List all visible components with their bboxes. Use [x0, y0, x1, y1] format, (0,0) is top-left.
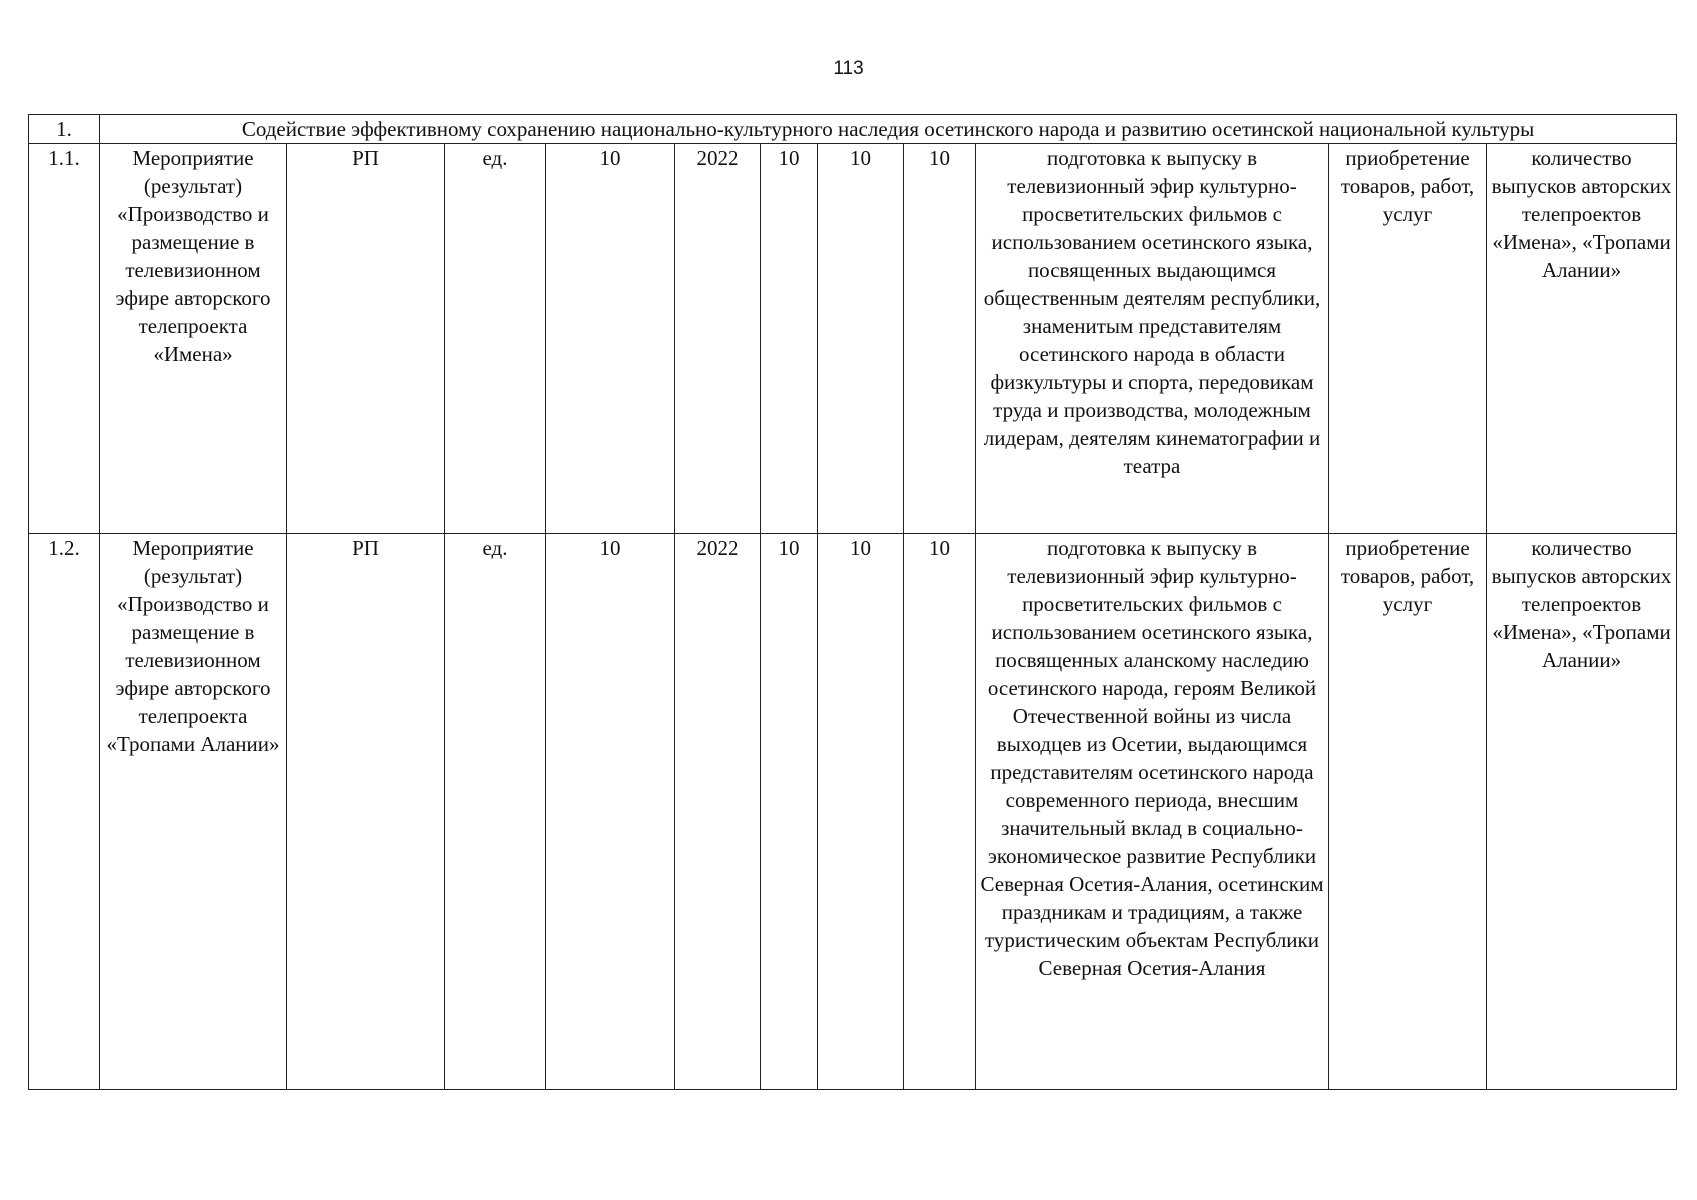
- base-value: 10: [546, 144, 675, 534]
- measure-unit: ед.: [445, 534, 546, 1090]
- base-year: 2022: [675, 144, 761, 534]
- measure-type: РП: [287, 534, 445, 1090]
- page-number: 113: [833, 58, 864, 79]
- measure-kind: приобретение товаров, работ, услуг: [1329, 534, 1487, 1090]
- measure-name: Мероприятие (результат) «Производство и размещение в телевизионном эфире авторского телепроекта «Тропами Алании»: [100, 534, 287, 1090]
- section-row: [29, 115, 1677, 144]
- base-value: 10: [546, 534, 675, 1090]
- row-number: 1.2.: [29, 534, 100, 1090]
- measures-table: [28, 114, 1677, 1090]
- base-year: 2022: [675, 534, 761, 1090]
- measure-indicator: количество выпусков авторских телепроектов «Имена», «Тропами Алании»: [1487, 534, 1677, 1090]
- measure-name: Мероприятие (результат) «Производство и размещение в телевизионном эфире авторского телепроекта «Имена»: [100, 144, 287, 534]
- value-3: 10: [904, 534, 976, 1090]
- section-number: 1.: [29, 115, 100, 144]
- measure-characteristic: подготовка к выпуску в телевизионный эфир культурно-просветительских фильмов с использованием осетинского языка, посвященных выдающимся общественным деятелям республики, знаменитым представителям осетинского народа в области физкультуры и спорта, передовикам труда и производства, молодежным лидерам, деятелям кинематографии и театра: [976, 144, 1329, 534]
- measure-indicator: количество выпусков авторских телепроектов «Имена», «Тропами Алании»: [1487, 144, 1677, 534]
- measure-kind: приобретение товаров, работ, услуг: [1329, 144, 1487, 534]
- row-number: 1.1.: [29, 144, 100, 534]
- measure-characteristic: подготовка к выпуску в телевизионный эфир культурно-просветительских фильмов с использованием осетинского языка, посвященных аланскому наследию осетинского народа, героям Великой Отечественной войны из числа выходцев из Осетии, выдающимся представителям осетинского народа современного периода, внесшим значительный вклад в социально-экономическое развитие Республики Северная Осетия-Алания, осетинским праздникам и традициям, а также туристическим объектам Республики Северная Осетия-Алания: [976, 534, 1329, 1090]
- measure-unit: ед.: [445, 144, 546, 534]
- value-2: 10: [818, 144, 904, 534]
- value-3: 10: [904, 144, 976, 534]
- table-row: [29, 534, 1677, 1090]
- value-1: 10: [761, 534, 818, 1090]
- value-1: 10: [761, 144, 818, 534]
- table-row: [29, 144, 1677, 534]
- section-title: Содействие эффективному сохранению национально-культурного наследия осетинского народа и развитию осетинской национальной культуры: [100, 115, 1677, 144]
- value-2: 10: [818, 534, 904, 1090]
- measure-type: РП: [287, 144, 445, 534]
